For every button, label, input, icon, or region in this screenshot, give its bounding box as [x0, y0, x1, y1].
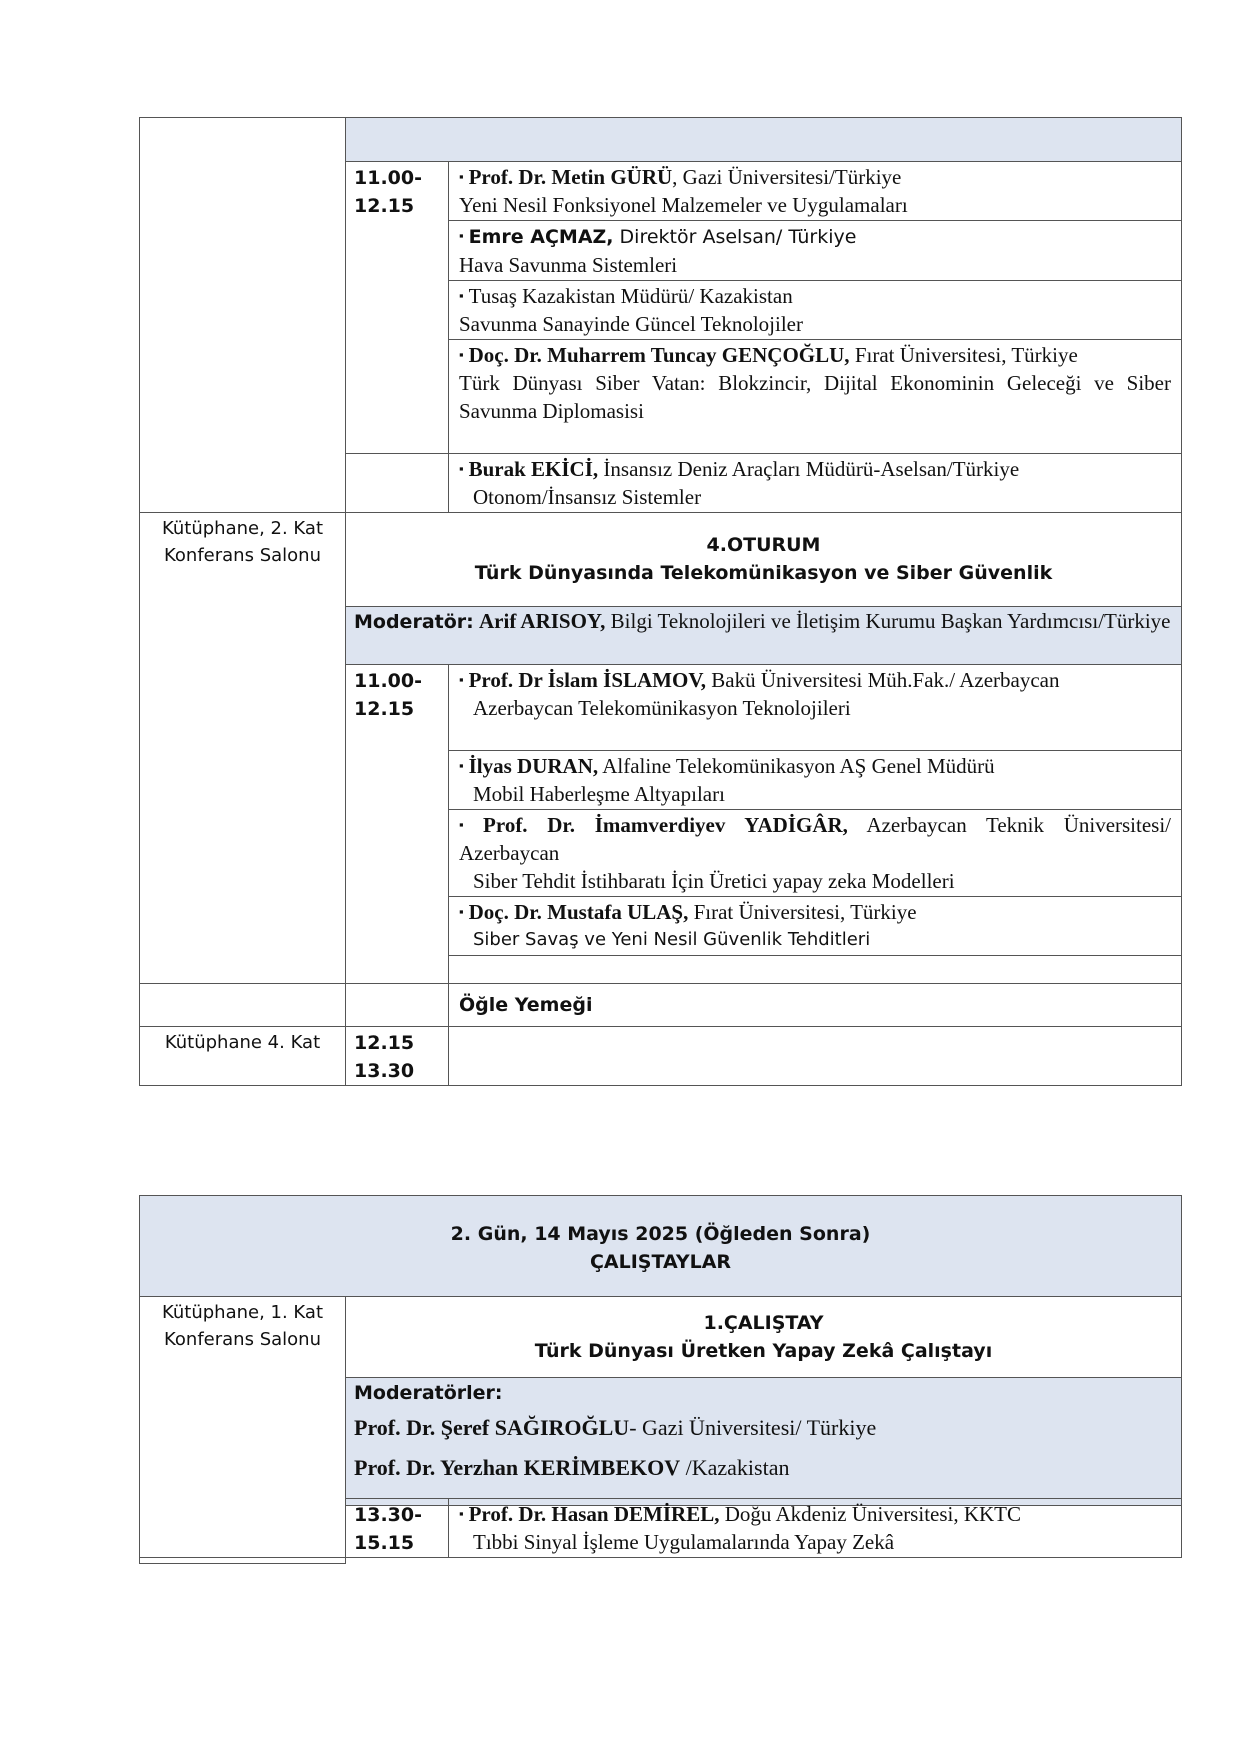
day-subtitle: ÇALIŞTAYLAR — [589, 1251, 732, 1273]
presentation-topic: Azerbaycan Telekomünikasyon Teknolojileri — [473, 696, 851, 720]
speaker-affiliation: Azerbaycan Teknik Üniversitesi/ Azerbaycan — [459, 813, 1172, 865]
empty-cell — [449, 956, 1182, 984]
time-cell-empty — [346, 984, 449, 1027]
location-cell-empty — [140, 1499, 346, 1558]
presentation-topic: Otonom/İnsansız Sistemler — [473, 485, 702, 509]
speaker-affiliation: Direktör Aselsan/ Türkiye — [613, 226, 857, 248]
speaker-name: Burak EKİCİ, — [468, 457, 599, 481]
presentation-item — [449, 810, 1182, 897]
moderator-role: Bilgi Teknolojileri ve İletişim Kurumu Başkan Yardımcısı/Türkiye — [605, 609, 1171, 633]
program-table-1 — [139, 117, 1182, 1086]
moderator-affiliation: /Kazakistan — [680, 1455, 790, 1480]
speaker-name: Doç. Dr. Muharrem Tuncay GENÇOĞLU, — [468, 343, 850, 367]
presentation-item — [449, 454, 1182, 513]
speaker-affiliation: Doğu Akdeniz Üniversitesi, KKTC — [719, 1502, 1022, 1526]
presentation-item — [449, 897, 1182, 956]
lunch-label: Öğle Yemeği — [459, 994, 593, 1016]
presentation-topic: Hava Savunma Sistemleri — [459, 253, 678, 277]
presentation-item — [449, 665, 1182, 751]
shaded-header-row — [346, 118, 1182, 162]
presentation-topic: Siber Tehdit İstihbaratı İçin Üretici yapay zeka Modelleri — [473, 869, 955, 893]
presentation-topic: Türk Dünyası Siber Vatan: Blokzincir, Dijital Ekonominin Geleceği ve Siber Savunma Diplomasisi — [459, 371, 1171, 423]
day-title: 2. Gün, 14 Mayıs 2025 (Öğleden Sonra) — [450, 1223, 871, 1245]
presentation-item — [449, 281, 1182, 340]
presentation-item — [449, 340, 1182, 454]
presentation-topic: Yeni Nesil Fonksiyonel Malzemeler ve Uygulamaları — [459, 193, 908, 217]
workshop-time: 13.30- 15.15 — [346, 1499, 449, 1558]
bullet-icon: ▪ — [459, 1506, 464, 1521]
moderator-name: Arif ARISOY, — [479, 609, 606, 633]
lunch-label-cell — [449, 984, 1182, 1027]
moderator-item — [354, 1448, 1173, 1488]
location-cell-empty — [140, 984, 346, 1027]
session-time: 11.00- 12.15 — [346, 162, 449, 454]
moderator-item — [354, 1408, 1173, 1448]
presentation-topic: Mobil Haberleşme Altyapıları — [473, 782, 725, 806]
session-number: 4.OTURUM — [706, 534, 821, 556]
moderators-label: Moderatörler: — [354, 1382, 503, 1404]
moderator-name: Prof. Dr. Yerzhan KERİMBEKOV — [354, 1455, 681, 1480]
bullet-icon: ▪ — [459, 347, 464, 362]
presentation-topic: Savunma Sanayinde Güncel Teknolojiler — [459, 312, 803, 336]
moderator-label: Moderatör: — [354, 611, 474, 633]
presentation-topic: Tıbbi Sinyal İşleme Uygulamalarında Yapay Zekâ — [473, 1530, 895, 1554]
speaker-affiliation: Fırat Üniversitesi, Türkiye — [688, 900, 917, 924]
bullet-icon: ▪ — [459, 672, 464, 687]
empty-cell — [449, 1027, 1182, 1086]
time-cell-empty — [346, 454, 449, 513]
presentation-item — [449, 221, 1182, 281]
moderators-row — [346, 1378, 1182, 1506]
lunch-time: 12.15 13.30 — [346, 1027, 449, 1086]
moderator-row — [346, 607, 1182, 665]
presentation-topic: Siber Savaş ve Yeni Nesil Güvenlik Tehditleri — [473, 929, 871, 950]
speaker-affiliation: Bakü Üniversitesi Müh.Fak./ Azerbaycan — [706, 668, 1060, 692]
speaker-name: Prof. Dr. İmamverdiyev YADİGÂR, — [483, 813, 848, 837]
session-title: Türk Dünyasında Telekomünikasyon ve Siber Güvenlik — [474, 562, 1053, 584]
moderator-name: Prof. Dr. Şeref SAĞIROĞLU — [354, 1415, 630, 1440]
bullet-icon: ▪ — [459, 288, 464, 303]
day-header — [140, 1196, 1182, 1297]
session-location: Kütüphane, 2. Kat Konferans Salonu — [140, 513, 346, 984]
workshop-header — [346, 1297, 1182, 1378]
speaker-affiliation: , Gazi Üniversitesi/Türkiye — [672, 165, 902, 189]
speaker-name: Prof. Dr İslam İSLAMOV, — [468, 668, 707, 692]
bullet-icon: ▪ — [459, 169, 464, 184]
presentation-item — [449, 162, 1182, 221]
bullet-icon: ▪ — [459, 228, 464, 243]
speaker-affiliation: İnsansız Deniz Araçları Müdürü-Aselsan/Türkiye — [598, 457, 1020, 481]
speaker-name: İlyas DURAN, — [468, 754, 599, 778]
speaker-name: Prof. Dr. Metin GÜRÜ — [468, 165, 673, 189]
session-header — [346, 513, 1182, 607]
speaker-affiliation: Fırat Üniversitesi, Türkiye — [849, 343, 1078, 367]
speaker-name: Doç. Dr. Mustafa ULAŞ, — [468, 900, 689, 924]
speaker-affiliation: Alfaline Telekomünikasyon AŞ Genel Müdürü — [598, 754, 995, 778]
bullet-icon: ▪ — [459, 461, 464, 476]
speaker-name: Emre AÇMAZ, — [468, 226, 614, 248]
session-time: 11.00- 12.15 — [346, 665, 449, 984]
location-cell-empty — [140, 118, 346, 513]
workshop-number: 1.ÇALIŞTAY — [703, 1312, 824, 1334]
speaker-affiliation: Tusaş Kazakistan Müdürü/ Kazakistan — [468, 284, 793, 308]
lunch-location: Kütüphane 4. Kat — [140, 1027, 346, 1086]
moderator-affiliation: - Gazi Üniversitesi/ Türkiye — [629, 1415, 877, 1440]
workshop-location: Kütüphane, 1. Kat Konferans Salonu — [140, 1297, 346, 1564]
bullet-icon: ▪ — [459, 817, 479, 832]
presentation-item — [449, 751, 1182, 810]
bullet-icon: ▪ — [459, 904, 464, 919]
speaker-name: Prof. Dr. Hasan DEMİREL, — [468, 1502, 720, 1526]
presentation-item — [449, 1499, 1182, 1558]
bullet-icon: ▪ — [459, 758, 464, 773]
workshop-title: Türk Dünyası Üretken Yapay Zekâ Çalıştayı — [534, 1340, 993, 1362]
program-table-2-presentations — [139, 1498, 1182, 1558]
